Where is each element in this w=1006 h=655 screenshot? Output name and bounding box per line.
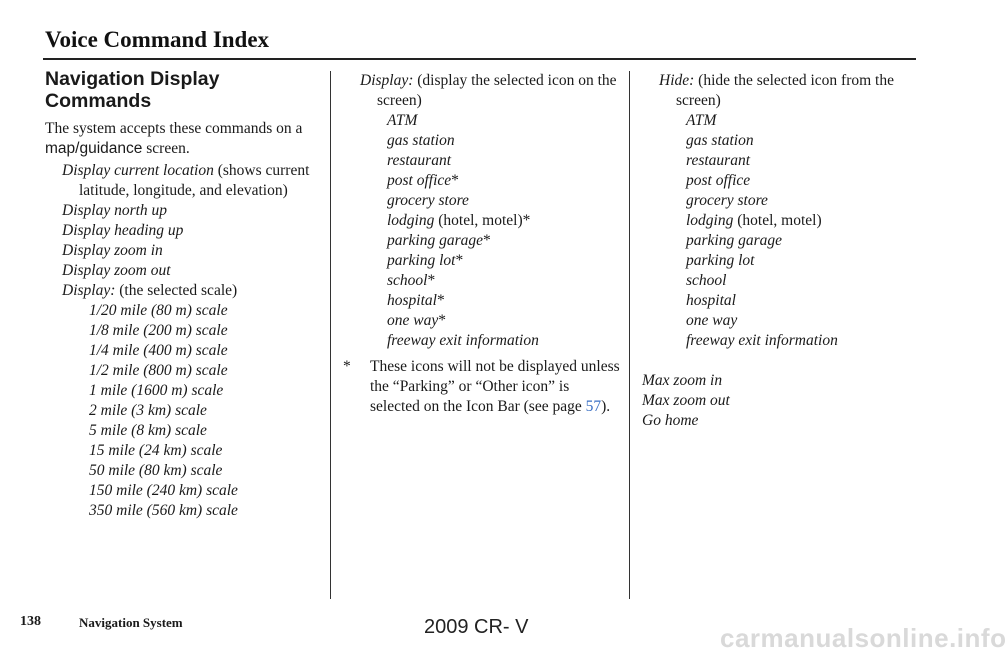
command-label: Hide: [659,72,695,89]
icon-suffix: * [438,312,446,329]
icon-item [387,171,623,191]
icon-name: one way [387,312,439,329]
icon-suffix: * [455,252,464,269]
icon-item [686,131,922,151]
command-desc: (the selected scale) [115,282,238,299]
icon-name: parking garage [686,232,783,249]
icon-item [686,151,922,171]
icon-name: lodging [686,212,734,229]
icon-item [387,331,623,351]
icon-item [387,231,623,251]
icon-name: grocery store [387,192,469,209]
command-label: Display north up [62,202,168,219]
column-divider [330,71,331,599]
icon-list [642,111,922,351]
icon-name: school [686,272,727,289]
scale-item: 2 mile (3 km) scale [89,402,207,419]
icon-suffix: * [436,292,445,309]
icon-suffix: * [451,172,459,189]
icon-item [686,331,922,351]
zoom-command: Max zoom in [642,372,723,389]
scale-item: 1/8 mile (200 m) scale [89,322,228,339]
spacer [642,351,922,371]
scale-item: 15 mile (24 km) scale [89,442,223,459]
icon-name: school [387,272,428,289]
icon-name: ATM [387,112,418,129]
icon-name: freeway exit information [686,332,838,349]
icon-item [387,151,623,171]
icon-name: ATM [686,112,717,129]
page-number: 138 [20,614,41,629]
command-label: Display current location [62,162,214,179]
scale-item: 150 mile (240 km) scale [89,482,238,499]
header-rule [43,58,916,60]
command-desc: (shows current latitude, longitude, and elevation) [79,162,310,199]
icon-item [387,311,623,331]
zoom-command: Max zoom out [642,392,730,409]
page-title: Voice Command Index [45,27,270,52]
icon-item [387,271,623,291]
icon-name: parking lot [686,252,755,269]
icon-item [686,251,922,271]
icon-item [686,231,922,251]
column-divider [629,71,630,599]
hide-command-lead [659,71,922,111]
icon-name: freeway exit information [387,332,539,349]
icon-item [686,271,922,291]
icon-name: parking garage [387,232,484,249]
column-display-icons [343,71,623,417]
footnote-end: ). [601,398,611,415]
scale-item: 1/20 mile (80 m) scale [89,302,228,319]
icon-name: gas station [686,132,754,149]
icon-item [686,211,922,231]
section-title: Navigation Display Commands [45,68,220,112]
icon-item [387,211,623,231]
icon-item [387,251,623,271]
display-command-lead [360,71,623,111]
icon-item [686,311,922,331]
footnote-body: These icons will not be displayed unless the “Parking” or “Other icon” is selected on the Icon Bar (see page [370,358,620,415]
command-label: Display: [62,282,116,299]
icon-item [686,111,922,131]
icon-name: parking lot [387,252,456,269]
icon-name: restaurant [686,152,751,169]
command-item [62,281,323,301]
command-item [62,221,323,241]
icon-name: one way [686,312,738,329]
zoom-command: Go home [642,412,699,429]
footer-label: Navigation System [79,615,183,630]
icon-suffix: * [427,272,436,289]
column-hide-icons [642,71,922,431]
intro-part: The system accepts these commands on a [45,120,303,137]
icon-name: restaurant [387,152,452,169]
icon-name: grocery store [686,192,768,209]
icon-item [387,291,623,311]
intro-screen-name: map/guidance [45,140,143,157]
icon-name: lodging [387,212,435,229]
command-item [62,161,323,201]
command-label: Display heading up [62,222,184,239]
icon-item [686,191,922,211]
scale-list [45,301,323,521]
intro-part: screen. [142,140,190,157]
icon-item [387,191,623,211]
icon-list [343,111,623,351]
command-label: Display zoom in [62,242,163,259]
icon-name: hospital [387,292,437,309]
scale-item: 350 mile (560 km) scale [89,502,238,519]
scale-item: 1 mile (1600 m) scale [89,382,224,399]
scale-item: 50 mile (80 km) scale [89,462,223,479]
icon-suffix: * [483,232,491,249]
footnote-text [370,357,623,417]
footnote [343,357,623,417]
command-list [45,161,323,301]
page-link[interactable]: 57 [585,398,602,415]
command-desc: (hide the selected icon from the screen) [676,72,894,109]
icon-suffix: (hotel, motel) [733,212,822,229]
icon-item [686,291,922,311]
icon-item [387,131,623,151]
icon-item [387,111,623,131]
icon-name: post office [387,172,452,189]
column-display-commands [45,68,323,521]
command-item [62,201,323,221]
icon-name: gas station [387,132,455,149]
icon-suffix: (hotel, motel)* [434,212,531,229]
footnote-marker: * [343,358,351,375]
scale-item: 5 mile (8 km) scale [89,422,207,439]
command-desc: (display the selected icon on the screen) [377,72,617,109]
command-label: Display zoom out [62,262,171,279]
command-item [62,261,323,281]
command-item [62,241,323,261]
site-watermark: carmanualsonline.info [720,623,1006,653]
icon-item [686,171,922,191]
model-label: 2009 CR- V [424,616,529,638]
scale-item: 1/4 mile (400 m) scale [89,342,228,359]
command-label: Display: [360,72,414,89]
icon-name: post office [686,172,751,189]
scale-item: 1/2 mile (800 m) scale [89,362,228,379]
zoom-commands [642,371,922,431]
icon-name: hospital [686,292,736,309]
intro-text [45,119,323,159]
